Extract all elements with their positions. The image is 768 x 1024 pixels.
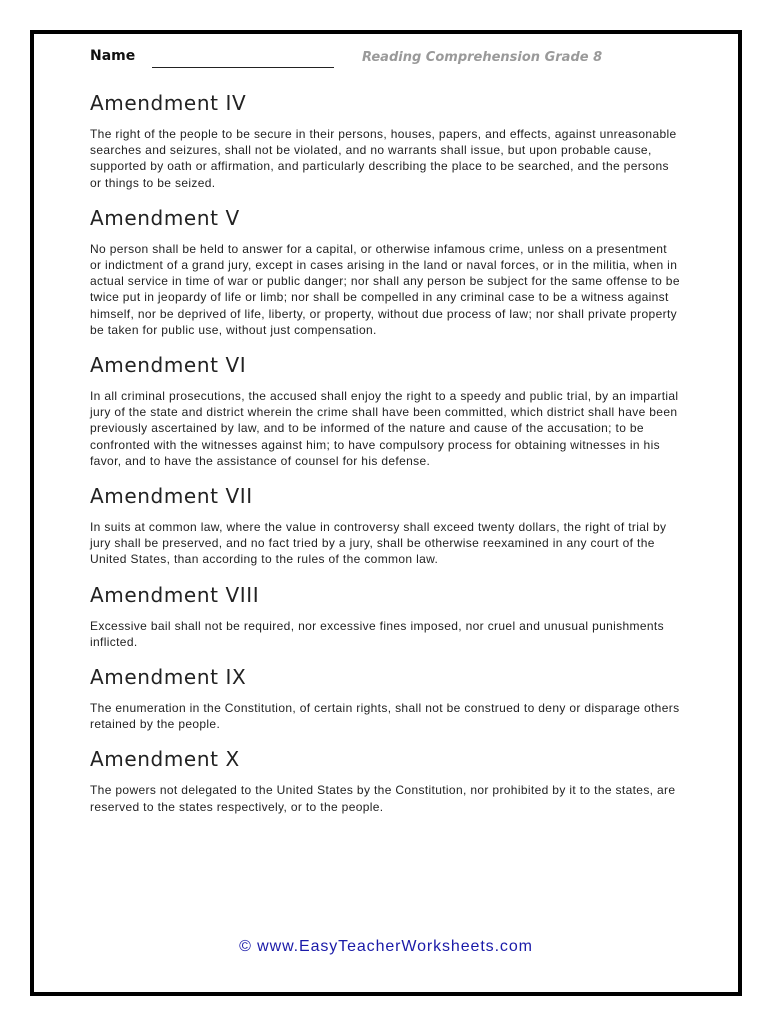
name-field-line <box>152 67 334 68</box>
amendment-text: In all criminal prosecutions, the accused shall enjoy the right to a speedy and public trial, by an impartial jury of the state and district wherein the crime shall have been committed, which district shall have been previously ascertained by law, and to be informed of the nature and cause of the accusation; to be confronted with the witnesses against him; to have compulsory process for obtaining witnesses in his favor, and to have the assistance of counsel for his defense. <box>90 389 679 468</box>
amendment-title: Amendment VIII <box>90 582 260 607</box>
amendment-section <box>90 746 680 814</box>
amendment-section <box>90 664 680 732</box>
amendment-section <box>90 205 680 338</box>
name-label: Name <box>90 48 136 64</box>
amendment-text: Excessive bail shall not be required, nor excessive fines imposed, nor cruel and unusual punishments inflicted. <box>90 618 664 649</box>
amendment-text: In suits at common law, where the value in controversy shall exceed twenty dollars, the right of trial by jury shall be preserved, and no fact tried by a jury, shall be otherwise reexamined in any court of the United States, than according to the rules of the common law. <box>90 520 667 567</box>
amendment-section <box>90 352 680 469</box>
amendment-title: Amendment VI <box>90 353 247 378</box>
amendment-title: Amendment X <box>90 747 240 772</box>
amendment-title: Amendment IX <box>90 665 247 690</box>
amendments-content <box>90 90 680 829</box>
amendment-text: The powers not delegated to the United States by the Constitution, nor prohibited by it to the states, are reserved to the states respectively, or to the people. <box>90 783 676 814</box>
copyright-link[interactable]: © www.EasyTeacherWorksheets.com <box>239 938 533 955</box>
amendment-section <box>90 90 680 191</box>
amendment-title: Amendment V <box>90 205 240 230</box>
amendment-text: The right of the people to be secure in their persons, houses, papers, and effects, against unreasonable searches and seizures, shall not be violated, and no warrants shall issue, but upon probable cause, supported by oath or affirmation, and particularly describing the place to be searched, and the persons or things to be seized. <box>90 127 677 190</box>
amendment-section <box>90 483 680 568</box>
amendment-title: Amendment VII <box>90 484 253 509</box>
worksheet-header <box>90 46 690 72</box>
amendment-text: The enumeration in the Constitution, of certain rights, shall not be construed to deny or disparage others retained by the people. <box>90 701 680 732</box>
amendment-section <box>90 582 680 650</box>
amendment-title: Amendment IV <box>90 91 247 115</box>
amendment-text: No person shall be held to answer for a capital, or otherwise infamous crime, unless on a presentment or indictment of a grand jury, except in cases arising in the land or naval forces, or in the militia, when in actual service in time of war or public danger; nor shall any person be subject for the same offense to be twice put in jeopardy of life or limb; nor shall be compelled in any criminal case to be a witness against himself, nor be deprived of life, liberty, or property, without due process of law; nor shall private property be taken for public use, without just compensation. <box>90 241 680 337</box>
worksheet-subject: Reading Comprehension Grade 8 <box>362 50 603 65</box>
